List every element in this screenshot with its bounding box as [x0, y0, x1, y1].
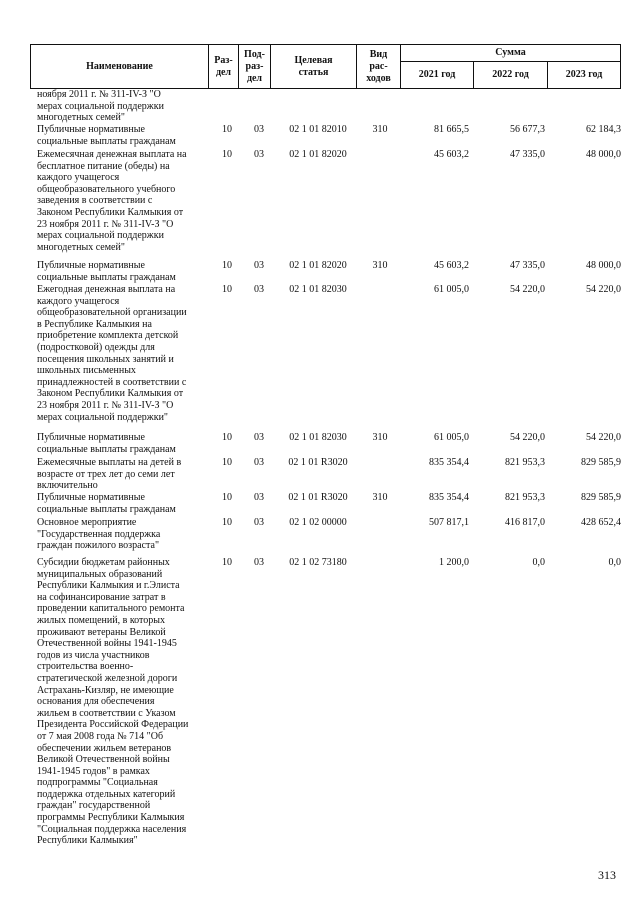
row-section: 10 — [222, 557, 232, 568]
row-target: 02 1 01 82020 — [289, 260, 347, 271]
row-target: 02 1 01 82020 — [289, 149, 347, 160]
row-section: 10 — [222, 149, 232, 160]
row-section: 10 — [222, 517, 232, 528]
row-section: 10 — [222, 457, 232, 468]
row-target: 02 1 01 82030 — [289, 284, 347, 295]
row-name: Ежемесячная денежная выплата на бесплатное питание (обеды) на каждого учащегося общеобразовательного учебного заведения в соответствии с Законом Республики Калмыкия от 23 ноября 2011 г. № 311-IV-З "О мерах социальной поддержки многодетных семей" — [37, 149, 187, 253]
header-target: Целевая статья — [294, 54, 333, 78]
row-2022: 54 220,0 — [510, 284, 545, 295]
row-name: Ежегодная денежная выплата на каждого учащегося общеобразовательной организации в Республике Калмыкия на приобретение комплекта детской (подростковой) одежды для посещения школьных занятий и школьных письменных принадлежностей в соответствии с Законом Республики Калмыкия от 23 ноября 2011 г. № 311-IV-З "О мерах социальной поддержки" — [37, 284, 187, 423]
row-name: Публичные нормативные социальные выплаты гражданам — [37, 432, 176, 455]
row-subsection: 03 — [254, 517, 264, 528]
row-target: 02 1 01 R3020 — [288, 492, 348, 503]
header-2023: 2023 год — [565, 69, 603, 80]
row-subsection: 03 — [254, 492, 264, 503]
row-target: 02 1 01 82010 — [289, 124, 347, 135]
row-2021: 45 603,2 — [434, 149, 469, 160]
row-name: ноября 2011 г. № 311-IV-З "О мерах социальной поддержки многодетных семей" — [37, 89, 164, 124]
row-expense-type: 310 — [372, 432, 388, 443]
row-2023: 829 585,9 — [581, 492, 621, 503]
row-2023: 54 220,0 — [586, 432, 621, 443]
header-2021: 2021 год — [418, 69, 456, 80]
header-2022: 2022 год — [492, 69, 529, 80]
row-subsection: 03 — [254, 149, 264, 160]
row-2023: 0,0 — [608, 557, 621, 568]
row-expense-type: 310 — [372, 260, 388, 271]
header-section: Раз- дел — [214, 54, 233, 78]
row-2023: 48 000,0 — [586, 260, 621, 271]
row-2022: 0,0 — [532, 557, 545, 568]
row-2022: 821 953,3 — [505, 492, 545, 503]
header-subsection: Под- раз- дел — [244, 48, 265, 84]
row-subsection: 03 — [254, 284, 264, 295]
row-2023: 54 220,0 — [586, 284, 621, 295]
row-2022: 47 335,0 — [510, 260, 545, 271]
row-name: Основное мероприятие "Государственная поддержка граждан пожилого возраста" — [37, 517, 161, 552]
row-name: Субсидии бюджетам районных муниципальных образований Республики Калмыкия и г.Элиста на софинансирование затрат в проведении капитального ремонта жилых помещений, в которых проживают ветераны Великой Отечественной войны 1941-1945 годов из числа участников строительства военно- стратегической железной дороги Астрахань-Кизляр, не имеющие основания для обеспечения жильем в соответствии с Указом Президента Российской Федерации от 7 мая 2008 года № 714 "Об обеспечении жильем ветеранов Великой Отечественной войны 1941-1945 годов" в рамках подпрограммы "Социальная поддержка отдельных категорий граждан" государственной программы Республики Калмыкия "Социальная поддержка населения Республики Калмыкия" — [37, 557, 189, 847]
row-2021: 61 005,0 — [434, 432, 469, 443]
header-name: Наименование — [86, 60, 153, 72]
row-expense-type: 310 — [372, 124, 388, 135]
row-name: Публичные нормативные социальные выплаты гражданам — [37, 124, 176, 147]
row-subsection: 03 — [254, 557, 264, 568]
row-2021: 1 200,0 — [439, 557, 469, 568]
row-2022: 56 677,3 — [510, 124, 545, 135]
row-2023: 48 000,0 — [586, 149, 621, 160]
row-section: 10 — [222, 284, 232, 295]
row-name: Публичные нормативные социальные выплаты гражданам — [37, 492, 176, 515]
row-2023: 829 585,9 — [581, 457, 621, 468]
row-target: 02 1 01 82030 — [289, 432, 347, 443]
row-target: 02 1 02 73180 — [289, 557, 347, 568]
row-section: 10 — [222, 124, 232, 135]
header-expense-type: Вид рас- ходов — [366, 48, 391, 84]
row-subsection: 03 — [254, 457, 264, 468]
header-divider — [620, 44, 621, 89]
row-2021: 835 354,4 — [429, 457, 469, 468]
row-name: Ежемесячные выплаты на детей в возрасте от трех лет до семи лет включительно — [37, 457, 182, 492]
row-section: 10 — [222, 492, 232, 503]
row-2022: 416 817,0 — [505, 517, 545, 528]
row-2021: 45 603,2 — [434, 260, 469, 271]
row-target: 02 1 02 00000 — [289, 517, 347, 528]
row-2023: 62 184,3 — [586, 124, 621, 135]
row-2021: 507 817,1 — [429, 517, 469, 528]
header-sum: Сумма — [495, 47, 526, 58]
row-subsection: 03 — [254, 260, 264, 271]
row-2021: 61 005,0 — [434, 284, 469, 295]
row-2022: 47 335,0 — [510, 149, 545, 160]
page-number: 313 — [598, 868, 616, 882]
row-subsection: 03 — [254, 432, 264, 443]
row-2021: 835 354,4 — [429, 492, 469, 503]
row-subsection: 03 — [254, 124, 264, 135]
row-2021: 81 665,5 — [434, 124, 469, 135]
row-2022: 821 953,3 — [505, 457, 545, 468]
row-name: Публичные нормативные социальные выплаты гражданам — [37, 260, 176, 283]
row-2023: 428 652,4 — [581, 517, 621, 528]
row-expense-type: 310 — [372, 492, 388, 503]
row-section: 10 — [222, 260, 232, 271]
table-header — [0, 0, 640, 90]
row-section: 10 — [222, 432, 232, 443]
row-target: 02 1 01 R3020 — [288, 457, 348, 468]
row-2022: 54 220,0 — [510, 432, 545, 443]
